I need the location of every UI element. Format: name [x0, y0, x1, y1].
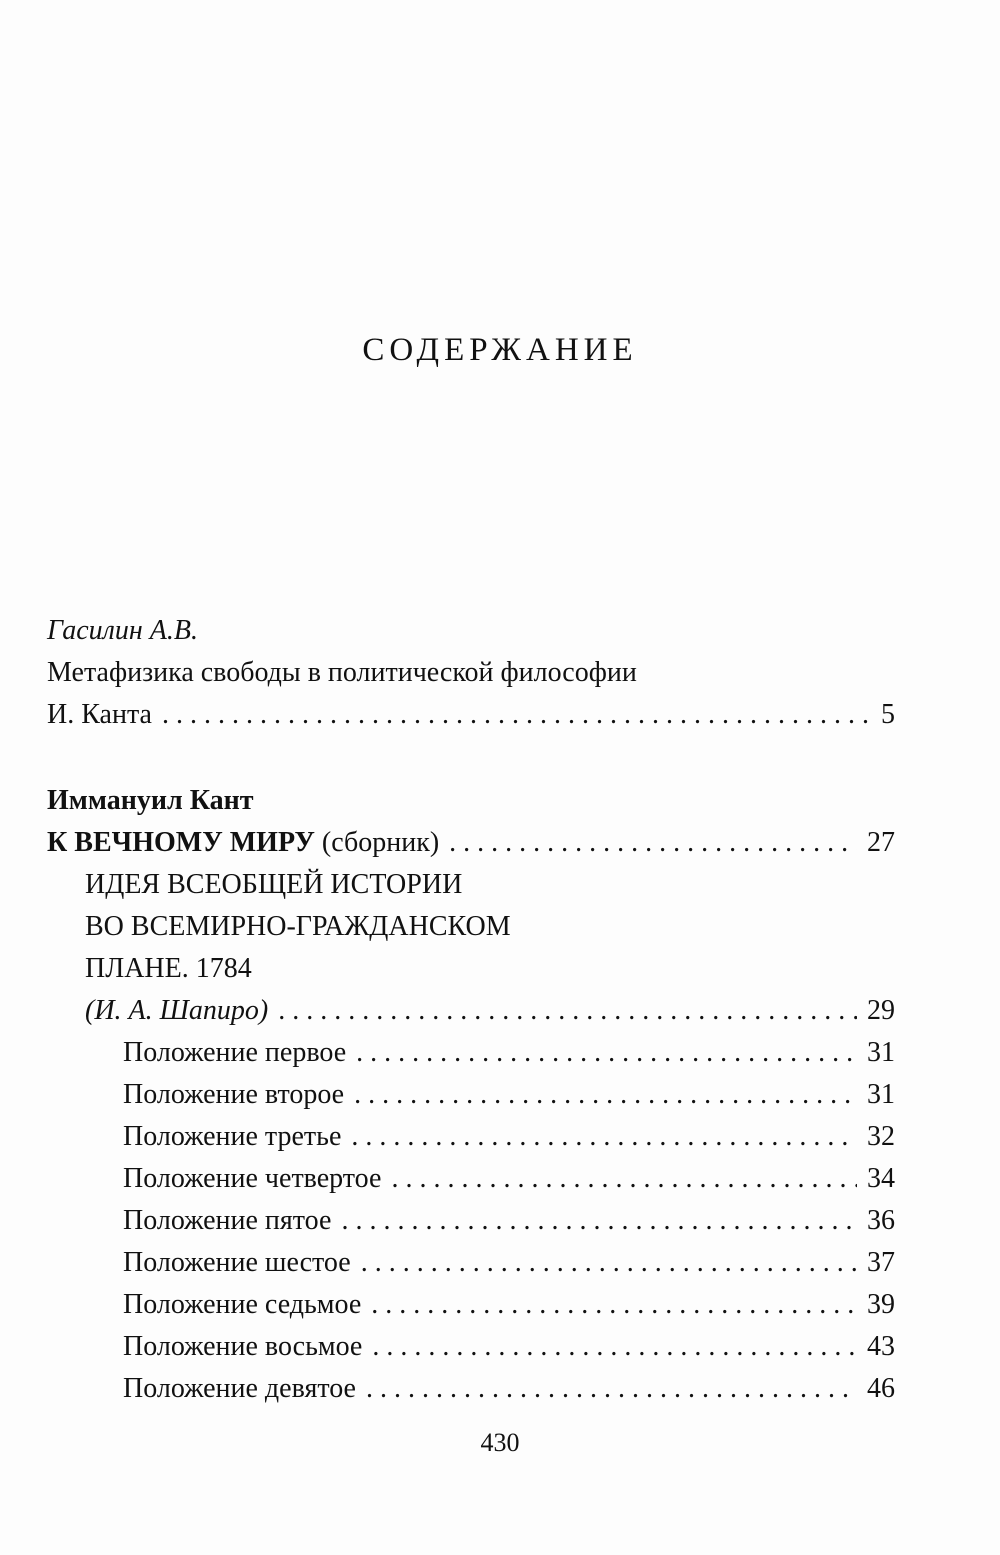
- toc-entry-item[interactable]: [47, 1158, 895, 1200]
- toc-entry-intro[interactable]: [47, 694, 895, 736]
- entry-label: Положение восьмое: [123, 1331, 363, 1362]
- dot-leader: [366, 1368, 857, 1410]
- toc-entry-item[interactable]: [47, 1116, 895, 1158]
- entry-page: 31: [867, 1079, 895, 1110]
- toc-entry-item[interactable]: [47, 1200, 895, 1242]
- dot-leader: [351, 1116, 857, 1158]
- dot-leader: [341, 1200, 857, 1242]
- collection-note: (сборник): [314, 827, 440, 858]
- entry-page: 31: [867, 1037, 895, 1068]
- entry-label: Положение второе: [123, 1079, 345, 1110]
- dot-leader: [372, 1326, 857, 1368]
- entry-page: 43: [867, 1331, 895, 1362]
- work-title-line3: ПЛАНЕ. 1784: [85, 953, 252, 984]
- entry-label: (И. А. Шапиро): [85, 995, 269, 1026]
- toc-entry-item[interactable]: [47, 1284, 895, 1326]
- entry-label: Положение девятое: [123, 1373, 356, 1404]
- dot-leader: [278, 990, 857, 1032]
- toc-entry-item[interactable]: [47, 1368, 895, 1410]
- main-author: Иммануил Кант: [47, 785, 254, 816]
- entry-page: 29: [867, 995, 895, 1026]
- collection-title: К ВЕЧНОМУ МИРУ: [47, 827, 315, 858]
- entry-label: Положение третье: [123, 1121, 342, 1152]
- entry-page: 5: [881, 699, 895, 730]
- toc-entry-item[interactable]: [47, 1242, 895, 1284]
- entry-label: Положение пятое: [123, 1205, 332, 1236]
- entry-page: 32: [867, 1121, 895, 1152]
- entry-label: Положение шестое: [123, 1247, 351, 1278]
- dot-leader: [449, 822, 857, 864]
- toc-entry-item[interactable]: [47, 1074, 895, 1116]
- toc-entry-item[interactable]: [47, 1032, 895, 1074]
- entry-label: И. Канта: [47, 699, 152, 730]
- toc-entry-collection[interactable]: [47, 822, 895, 864]
- dot-leader: [356, 1032, 857, 1074]
- entry-label: Положение первое: [123, 1037, 347, 1068]
- entry-label: [47, 822, 439, 864]
- entry-page: 27: [867, 827, 895, 858]
- entry-label: Положение четвертое: [123, 1163, 382, 1194]
- entry-page: 34: [867, 1163, 895, 1194]
- dot-leader: [162, 694, 871, 736]
- intro-author: Гасилин А.В.: [47, 615, 198, 646]
- work-title-line1: ИДЕЯ ВСЕОБЩЕЙ ИСТОРИИ: [85, 869, 463, 900]
- page-number: 430: [480, 1428, 520, 1457]
- dot-leader: [391, 1158, 857, 1200]
- dot-leader: [371, 1284, 857, 1326]
- toc-entry-item[interactable]: [47, 1326, 895, 1368]
- work-title-line2: ВО ВСЕМИРНО-ГРАЖДАНСКОМ: [85, 911, 511, 942]
- dot-leader: [354, 1074, 857, 1116]
- entry-page: 46: [867, 1373, 895, 1404]
- entry-page: 39: [867, 1289, 895, 1320]
- entry-page: 36: [867, 1205, 895, 1236]
- dot-leader: [361, 1242, 857, 1284]
- entry-page: 37: [867, 1247, 895, 1278]
- page-title: СОДЕРЖАНИЕ: [362, 332, 638, 368]
- toc-entry-translator[interactable]: [47, 990, 895, 1032]
- intro-title-line1: Метафизика свободы в политической философии: [47, 657, 637, 688]
- entry-label: Положение седьмое: [123, 1289, 362, 1320]
